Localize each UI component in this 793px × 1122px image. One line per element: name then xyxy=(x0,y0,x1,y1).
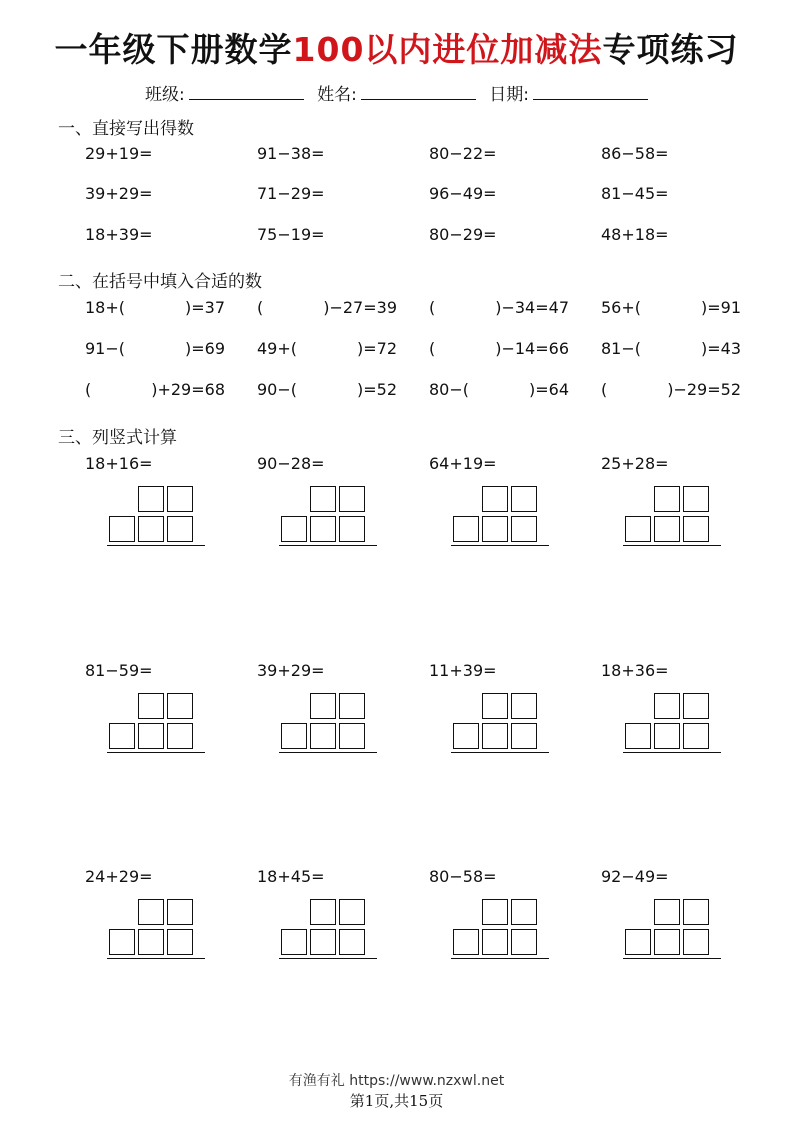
section-1-row xyxy=(85,144,745,168)
vertical-calc-item xyxy=(601,867,761,987)
vertical-calc-item xyxy=(85,454,245,574)
answer-box[interactable] xyxy=(167,899,193,925)
vertical-calc-expression: 64+19= xyxy=(429,454,497,473)
title-part-1: 一年级下册数学 xyxy=(54,30,293,69)
answer-box[interactable] xyxy=(138,693,164,719)
footer-page-number: 第1页,共15页 xyxy=(349,1092,444,1110)
problem-left: ( xyxy=(257,298,264,317)
answer-box[interactable] xyxy=(339,516,365,542)
answer-box[interactable] xyxy=(281,929,307,955)
vertical-calc-expression: 25+28= xyxy=(601,454,669,473)
vertical-calc-expression: 80−58= xyxy=(429,867,497,886)
problem: 48+18= xyxy=(601,225,669,244)
answer-box[interactable] xyxy=(511,899,537,925)
vertical-calc-expression: 18+36= xyxy=(601,661,669,680)
answer-line xyxy=(107,752,205,753)
answer-box[interactable] xyxy=(281,516,307,542)
vertical-calc-expression: 24+29= xyxy=(85,867,153,886)
vertical-calc-item xyxy=(257,454,417,574)
answer-box[interactable] xyxy=(654,516,680,542)
problem-right: )=72 xyxy=(356,339,397,358)
problem-left: ( xyxy=(429,339,436,358)
problem-right: )=37 xyxy=(184,298,225,317)
section-2-row xyxy=(85,339,745,363)
problem-left: ( xyxy=(601,380,608,399)
section-1-row xyxy=(85,225,745,249)
problem: 86−58= xyxy=(601,144,669,163)
problem-left: 81−( xyxy=(601,339,642,358)
problem-right: )−27=39 xyxy=(323,298,397,317)
answer-box[interactable] xyxy=(683,723,709,749)
answer-box[interactable] xyxy=(167,516,193,542)
problem-right: )=91 xyxy=(700,298,741,317)
answer-box[interactable] xyxy=(482,486,508,512)
vertical-calc-expression: 81−59= xyxy=(85,661,153,680)
problem-right: )=43 xyxy=(700,339,741,358)
answer-box[interactable] xyxy=(138,899,164,925)
fill-blank-problem[interactable] xyxy=(85,298,225,322)
answer-box[interactable] xyxy=(281,723,307,749)
answer-box[interactable] xyxy=(654,723,680,749)
answer-box[interactable] xyxy=(683,693,709,719)
name-blank[interactable] xyxy=(361,85,476,100)
problem-left: 56+( xyxy=(601,298,642,317)
vertical-calc-row xyxy=(85,661,765,781)
footer-site: 有渔有礼 https://www.nzxwl.net xyxy=(288,1073,505,1089)
answer-box[interactable] xyxy=(511,486,537,512)
answer-box[interactable] xyxy=(683,486,709,512)
vertical-calc-item xyxy=(601,454,761,574)
section-1-heading: 一、直接写出得数 xyxy=(58,119,194,139)
title-highlight: 100以内进位加减法 xyxy=(292,30,603,69)
fill-blank-problem[interactable] xyxy=(429,298,569,322)
answer-box[interactable] xyxy=(167,486,193,512)
answer-box[interactable] xyxy=(683,516,709,542)
section-2-row xyxy=(85,298,745,322)
problem-left: 49+( xyxy=(257,339,298,358)
class-field xyxy=(145,80,304,105)
problem: 80−29= xyxy=(429,225,497,244)
vertical-calc-item xyxy=(257,661,417,781)
answer-box[interactable] xyxy=(109,723,135,749)
answer-box[interactable] xyxy=(167,929,193,955)
answer-box[interactable] xyxy=(511,693,537,719)
answer-box[interactable] xyxy=(654,486,680,512)
problem: 81−45= xyxy=(601,184,669,203)
fill-blank-problem[interactable] xyxy=(257,380,397,404)
problem-left: 18+( xyxy=(85,298,126,317)
vertical-calc-expression: 18+45= xyxy=(257,867,325,886)
answer-box[interactable] xyxy=(310,516,336,542)
answer-line xyxy=(451,752,549,753)
answer-line xyxy=(107,545,205,546)
answer-box[interactable] xyxy=(453,723,479,749)
section-3-heading: 三、列竖式计算 xyxy=(58,428,177,448)
answer-line xyxy=(279,545,377,546)
problem-left: ( xyxy=(429,298,436,317)
section-1-row xyxy=(85,184,745,208)
class-blank[interactable] xyxy=(189,85,304,100)
answer-box[interactable] xyxy=(511,516,537,542)
problem-right: )−29=52 xyxy=(667,380,741,399)
problem-left: 90−( xyxy=(257,380,298,399)
page-title xyxy=(0,24,793,71)
date-blank[interactable] xyxy=(533,85,648,100)
problem: 96−49= xyxy=(429,184,497,203)
answer-box[interactable] xyxy=(625,516,651,542)
answer-box[interactable] xyxy=(482,929,508,955)
answer-box[interactable] xyxy=(453,516,479,542)
name-field xyxy=(317,80,476,105)
vertical-calc-expression: 92−49= xyxy=(601,867,669,886)
answer-box[interactable] xyxy=(167,693,193,719)
fill-blank-problem[interactable] xyxy=(85,339,225,363)
vertical-calc-item xyxy=(85,661,245,781)
answer-box[interactable] xyxy=(167,723,193,749)
section-2-heading: 二、在括号中填入合适的数 xyxy=(58,272,262,292)
fill-blank-problem[interactable] xyxy=(601,339,741,363)
answer-line xyxy=(107,958,205,959)
problem: 75−19= xyxy=(257,225,325,244)
answer-box[interactable] xyxy=(482,723,508,749)
answer-box[interactable] xyxy=(109,516,135,542)
answer-box[interactable] xyxy=(310,486,336,512)
answer-box[interactable] xyxy=(339,723,365,749)
answer-box[interactable] xyxy=(109,929,135,955)
answer-line xyxy=(623,752,721,753)
answer-box[interactable] xyxy=(339,486,365,512)
answer-line xyxy=(279,958,377,959)
fill-blank-problem[interactable] xyxy=(429,380,569,404)
answer-box[interactable] xyxy=(511,929,537,955)
fill-blank-problem[interactable] xyxy=(257,298,397,322)
vertical-calc-item xyxy=(601,661,761,781)
vertical-calc-item xyxy=(257,867,417,987)
answer-box[interactable] xyxy=(138,723,164,749)
problem: 39+29= xyxy=(85,184,153,203)
fill-blank-problem[interactable] xyxy=(429,339,569,363)
vertical-calc-expression: 39+29= xyxy=(257,661,325,680)
answer-box[interactable] xyxy=(625,929,651,955)
answer-box[interactable] xyxy=(482,899,508,925)
vertical-calc-item xyxy=(85,867,245,987)
answer-line xyxy=(279,752,377,753)
problem-right: )−34=47 xyxy=(495,298,569,317)
name-label: 姓名: xyxy=(317,85,357,105)
answer-box[interactable] xyxy=(138,486,164,512)
answer-box[interactable] xyxy=(511,723,537,749)
vertical-calc-row xyxy=(85,867,765,987)
answer-box[interactable] xyxy=(683,899,709,925)
fill-blank-problem[interactable] xyxy=(601,380,741,404)
date-label: 日期: xyxy=(489,85,529,105)
problem-right: )=64 xyxy=(528,380,569,399)
answer-box[interactable] xyxy=(310,693,336,719)
problem-right: )+29=68 xyxy=(151,380,225,399)
answer-box[interactable] xyxy=(482,516,508,542)
answer-box[interactable] xyxy=(310,929,336,955)
answer-box[interactable] xyxy=(654,899,680,925)
problem-right: )−14=66 xyxy=(495,339,569,358)
fill-blank-problem[interactable] xyxy=(257,339,397,363)
section-2-row xyxy=(85,380,745,404)
vertical-calc-expression: 18+16= xyxy=(85,454,153,473)
answer-box[interactable] xyxy=(625,723,651,749)
answer-box[interactable] xyxy=(339,693,365,719)
fill-blank-problem[interactable] xyxy=(601,298,741,322)
answer-box[interactable] xyxy=(138,516,164,542)
answer-box[interactable] xyxy=(482,693,508,719)
problem-right: )=52 xyxy=(356,380,397,399)
answer-line xyxy=(451,545,549,546)
answer-box[interactable] xyxy=(654,693,680,719)
vertical-calc-item xyxy=(429,661,589,781)
answer-line xyxy=(623,958,721,959)
class-label: 班级: xyxy=(144,85,185,105)
answer-box[interactable] xyxy=(654,929,680,955)
answer-box[interactable] xyxy=(310,723,336,749)
problem: 71−29= xyxy=(257,184,325,203)
answer-line xyxy=(623,545,721,546)
problem-left: 80−( xyxy=(429,380,470,399)
problem: 80−22= xyxy=(429,144,497,163)
answer-box[interactable] xyxy=(683,929,709,955)
student-info-line xyxy=(0,80,793,105)
answer-line xyxy=(451,958,549,959)
answer-box[interactable] xyxy=(138,929,164,955)
vertical-calc-item xyxy=(429,454,589,574)
answer-box[interactable] xyxy=(453,929,479,955)
vertical-calc-row xyxy=(85,454,765,574)
answer-box[interactable] xyxy=(339,929,365,955)
fill-blank-problem[interactable] xyxy=(85,380,225,404)
title-part-3: 专项练习 xyxy=(602,30,739,69)
answer-box[interactable] xyxy=(310,899,336,925)
vertical-calc-expression: 11+39= xyxy=(429,661,497,680)
problem: 91−38= xyxy=(257,144,325,163)
problem-left: ( xyxy=(85,380,92,399)
problem: 29+19= xyxy=(85,144,153,163)
date-field xyxy=(489,80,648,105)
vertical-calc-expression: 90−28= xyxy=(257,454,325,473)
problem-left: 91−( xyxy=(85,339,126,358)
answer-box[interactable] xyxy=(339,899,365,925)
problem: 18+39= xyxy=(85,225,153,244)
problem-right: )=69 xyxy=(184,339,225,358)
vertical-calc-item xyxy=(429,867,589,987)
